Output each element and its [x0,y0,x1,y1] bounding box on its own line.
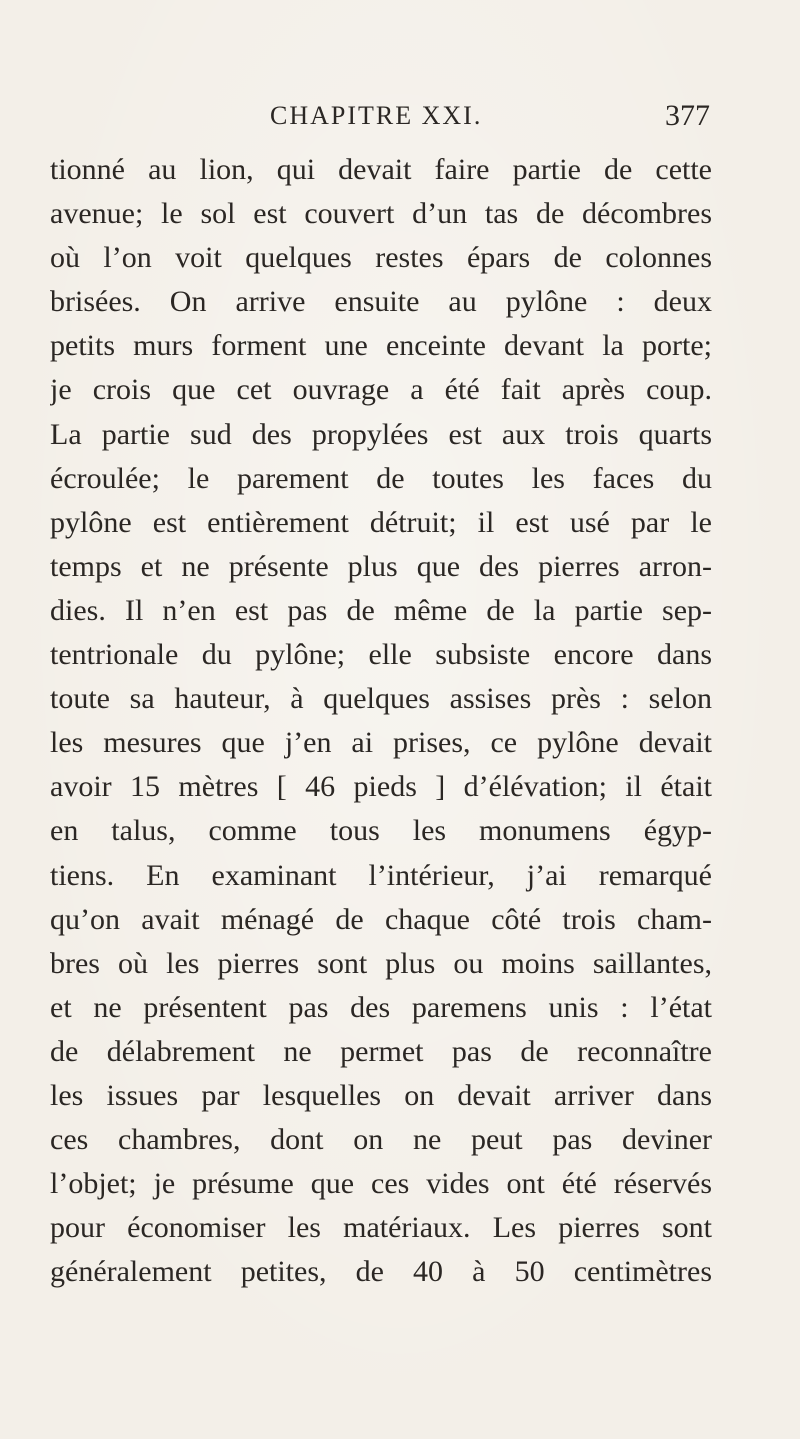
text-line: avoir 15 mètres [ 46 pieds ] d’élévation; il était [50,770,712,804]
text-line: et ne présentent pas des paremens unis : l’état [50,990,712,1024]
text-line: pylône est entièrement détruit; il est usé par le [50,505,712,539]
text-line: écroulée; le parement de toutes les faces du [50,461,712,495]
text-line: tentrionale du pylône; elle subsiste encore dans [50,638,712,672]
running-head [50,96,710,136]
text-line: toute sa hauteur, à quelques assises près : selon [50,682,712,716]
text-line: La partie sud des propylées est aux trois quarts [50,417,712,451]
body-text [50,148,712,1294]
text-line: où l’on voit quelques restes épars de colonnes [50,241,712,275]
text-line: brisées. On arrive ensuite au pylône : deux [50,285,712,319]
text-line: l’objet; je présume que ces vides ont été réservés [50,1167,712,1201]
text-line: qu’on avait ménagé de chaque côté trois cham- [50,902,712,936]
text-line: généralement petites, de 40 à 50 centimètres [50,1255,712,1289]
text-line: avenue; le sol est couvert d’un tas de décombres [50,197,712,231]
text-line: de délabrement ne permet pas de reconnaître [50,1034,712,1068]
text-line: pour économiser les matériaux. Les pierres sont [50,1211,712,1245]
text-line: tiens. En examinant l’intérieur, j’ai remarqué [50,858,712,892]
page-number: 377 [665,99,710,132]
text-line: les mesures que j’en ai prises, ce pylône devait [50,726,712,760]
text-line: temps et ne présente plus que des pierres arron- [50,549,712,583]
text-line: dies. Il n’en est pas de même de la partie sep- [50,593,712,627]
text-line: en talus, comme tous les monumens égyp- [50,814,712,848]
text-line: les issues par lesquelles on devait arriver dans [50,1078,712,1112]
text-line: bres où les pierres sont plus ou moins saillantes, [50,946,712,980]
text-line: petits murs forment une enceinte devant la porte; [50,329,712,363]
text-line: ces chambres, dont on ne peut pas deviner [50,1123,712,1157]
chapter-title: CHAPITRE XXI. [270,101,483,130]
text-line: tionné au lion, qui devait faire partie de cette [50,153,712,186]
text-line: je crois que cet ouvrage a été fait après coup. [50,373,712,407]
